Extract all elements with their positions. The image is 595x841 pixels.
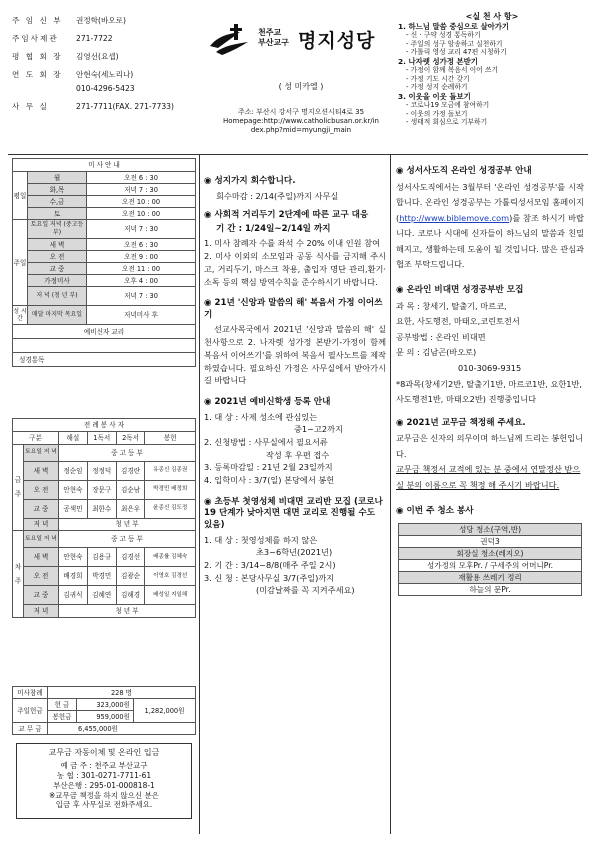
- practice-group: 1. 하느님 말씀 중심으로 살아가기: [398, 22, 510, 31]
- practice-group: 2. 나자렛 성가정 본받기: [398, 56, 478, 66]
- church-logo: [206, 18, 396, 78]
- practice-title: <실 천 사 항>: [465, 12, 519, 21]
- cleaning-row: 성당 청소(구역,반): [399, 524, 581, 536]
- dove-cross-icon: [206, 24, 252, 58]
- seminarian-title: ◉ 2021년 예비신학생 등록 안내: [204, 397, 331, 407]
- pastor-info: 주 임 신 부 권정학(바오로) 주임사제관 271-7722 평 협 회 장 김영선(요셉) 연 도 회 장 안현숙(세노리나) 010-4296-5423 사 무 실 271-7711(FAX. 271-7733): [12, 16, 174, 111]
- cleaning-table: [398, 523, 582, 596]
- liturgy-roster: 전 례 봉 사 자 구분 해설 1독서 2독서 봉헌 금 주 토요일 저 녁 중 고 등 부 새 벽 정순임 정정덕 김경란 유종신 김종권 오 전 안현숙 장문구 김순남 박경민 배정희 교 중 공색민 최한수 최은우 윤종신 김도정 저 녁 청 년 부 차 주 토요일 저 녁 중 고 등 부 새 벽 안현숙 김용규 김경선 배종률 김혜숙 오 전 배경희 박경민 김광순 이영호 김경선 교 중 김귀식 김혜연 김해경 배성일 지일해 저 녁 청 년 부: [12, 418, 196, 618]
- cleaning-row: 성가정의 모후Pr. / 구세주의 어머니Pr.: [399, 560, 581, 572]
- bible-class-title: ◉ 온라인 비대면 성경공부반 모집: [396, 285, 524, 296]
- cleaning-row: 재활용 쓰레기 정리: [399, 572, 581, 584]
- dues-title: ◉ 2021년 교무금 책정해 주세요.: [396, 417, 526, 428]
- account-info: 교무금 자동이체 및 온라인 입금 예 금 주 : 천주교 부산교구 농 협 : 301-0271-7711-61 부산은행 : 295-01-000818-1 ※교무금 책정을 하지 않으신 분은 입금 후 사무실로 전화주세요.: [16, 743, 192, 819]
- practice-group: 3. 이웃을 이웃 돌보기: [398, 91, 471, 101]
- right-column: ◉ 성서사도직 온라인 성경공부 안내 성서사도직에서는 3월부터 '온라인 성경공부'를 시작합니다. 온라인 성경공부는 가톨릭성서모임 홈페이지(http://www.biblemove.com)를 참조 하시기 바랍니다. 코로나 시대에 신자들이 하느님의 말씀과 친밀해지고, 생활하는데 도움이 될 것입니다. 많은 관심과 협조 부탁드립니다. ◉ 온라인 비대면 성경공부반 모집 과 목 : 창세기, 탈출기, 마르코, 요한, 사도행전, 마태오,코린토전서 공부방법 : 온라인 비대면 문 의 : 김남곤(바오로) 010-3069-9315 *8과목(창세기2반, 탈출기1반, 마르코1반, 요한1반, 사도행전1반, 마태오2반) 진행중입니다 ◉ 2021년 교무금 책정해 주세요. 교무금은 신자의 의무이며 하느님께 드리는 봉헌입니다. 교무금 책정서 교적에 있는 분 중에서 연말정산 받으실 분의 이름으로 꼭 책정 해 주시기 바랍니다. ◉ 이번 주 청소 봉사 성당 청소(구역,반) 권덕3 회장실 청소(레지오) 성가정의 모후Pr. / 구세주의 어머니Pr. 재활용 쓰레기 정리 하늘의 문Pr.: [396, 166, 584, 595]
- cleaning-title: ◉ 이번 주 청소 봉사: [396, 505, 474, 516]
- middle-column: ◉ 성지가지 회수합니다. 회수마감 : 2/14(주일)까지 사무실 ◉ 사회적 거리두기 2단계에 따른 교구 대응 기 간 : 1/24일~2/14일 까지 1. 미사 참례자 수를 좌석 수 20% 이내 인원 참여 2. 미사 이외의 소모임과 공동 식사를 금지해 주시고, 거리두기, 마스크 착용, 출입자 명단 관리,환기·소독 등의 핵심 방역수칙을 준수하시기 바랍니다. ◉ 21년 '신앙과 말씀의 해' 복음서 가정 이어쓰기 선교사목국에서 2021년 '신앙과 말씀의 해' 실천사항으로 2. 나자렛 성가정 본받기-가정이 함께 복음서 이어쓰기'를 위하여 복음서 필사노트를 제작하였습니다. 필요하신 가정은 사무실에서 받아가시길 바랍니다 ◉ 2021년 예비신학생 등록 안내 1. 대 상 : 사제 성소에 관심있는 중1~고2까지 2. 신청방법 : 사무실에서 필요서류 작성 후 우편 접수 3. 등록마감일 : 21년 2월 23일까지 4. 입학미사 : 3/7(일) 본당에서 봉헌 ◉ 초등부 첫영성체 비대면 교리반 모집 (코로나19 단계가 낮아지면 대면 교리로 진행될 수도 있음) 1. 대 상 : 첫영성체를 하지 않은 초3~6학년(2021년) 2. 기 간 : 3/14~8/8(매주 주일 2시) 3. 신 청 : 본당사무실 3/7(주일)까지 (미감날짜를 꼭 지켜주세요): [204, 176, 386, 596]
- biblemove-link[interactable]: http://www.biblemove.com: [399, 212, 510, 223]
- gospel-copy-title: ◉ 21년 '신앙과 말씀의 해' 복음서 가정 이어쓰기: [204, 298, 383, 320]
- finance-table: 미사참례 228 명 주일헌금 헌 금 323,000원 1,282,000원 봉헌금 959,000원 교 무 금 6,455,000원: [12, 686, 196, 735]
- cleaning-row: 회장실 청소(레지오): [399, 548, 581, 560]
- cleaning-row: 하늘의 문Pr.: [399, 584, 581, 596]
- org-line1: 천주교: [258, 28, 282, 37]
- patron-saint: ( 성 미카엘 ): [278, 82, 324, 91]
- org-line2: 부산교구: [258, 38, 289, 47]
- account-title: 교무금 자동이체 및 온라인 입금: [48, 748, 160, 757]
- first-communion-title: ◉ 초등부 첫영성체 비대면 교리반 모집 (코로나19 단계가 낮아지면 대면 교리로 진행될 수도 있음): [204, 496, 383, 530]
- palm-return-title: ◉ 성지가지 회수합니다.: [204, 176, 296, 186]
- practice-box: <실 천 사 항> 1. 하느님 말씀 중심으로 살아가기 - 신 · 구약 성경 통독하기 - 주일의 성구 암송하고 실천하기 - 가톨릭 영성 교리 47편 시청하기 2. 나자렛 성가정 본받기 - 가정이 함께 복음서 이어 쓰기 - 가정 기도 시간 갖기 - 가정 성지 순례하기 3. 이웃을 이웃 돌보기 - 코로나19 모금에 참여하기 - 이웃의 가정 돌보기 - 생태적 회심으로 기부하기: [398, 12, 586, 127]
- church-address: 주소: 부산시 강서구 명지오션시티4로 35 Homepage:http://www.catholicbusan.or.kr/in dex.php?mid=myungji_main: [223, 108, 379, 134]
- cleaning-row: 권덕3: [399, 536, 581, 548]
- header-divider: [8, 154, 588, 155]
- column-divider-1: [199, 154, 200, 834]
- column-divider-2: [390, 154, 391, 834]
- church-name: 명지성당: [298, 30, 376, 52]
- mass-schedule: 미 사 안 내 평일 월 오전 6 : 30 화,목 저녁 7 : 30 수,금 오전 10 : 00 토 오전 10 : 00 주일 토요일 저녁 (중고등부) 저녁 7 : 30 새 벽 오전 6 : 30 오 전 오전 9 : 00 교 중 오전 11 : 00 가정미사 오후 4 : 00 저 녁 (청 년 부) 저녁 7 : 30 성 시간 매달 마지막 목요일 저녁미사 후 예비신자 교리 성경통독: [12, 158, 196, 367]
- distancing-title: ◉ 사회적 거리두기 2단계에 따른 교구 대응: [204, 210, 369, 221]
- online-bible-title: ◉ 성서사도직 온라인 성경공부 안내: [396, 166, 532, 176]
